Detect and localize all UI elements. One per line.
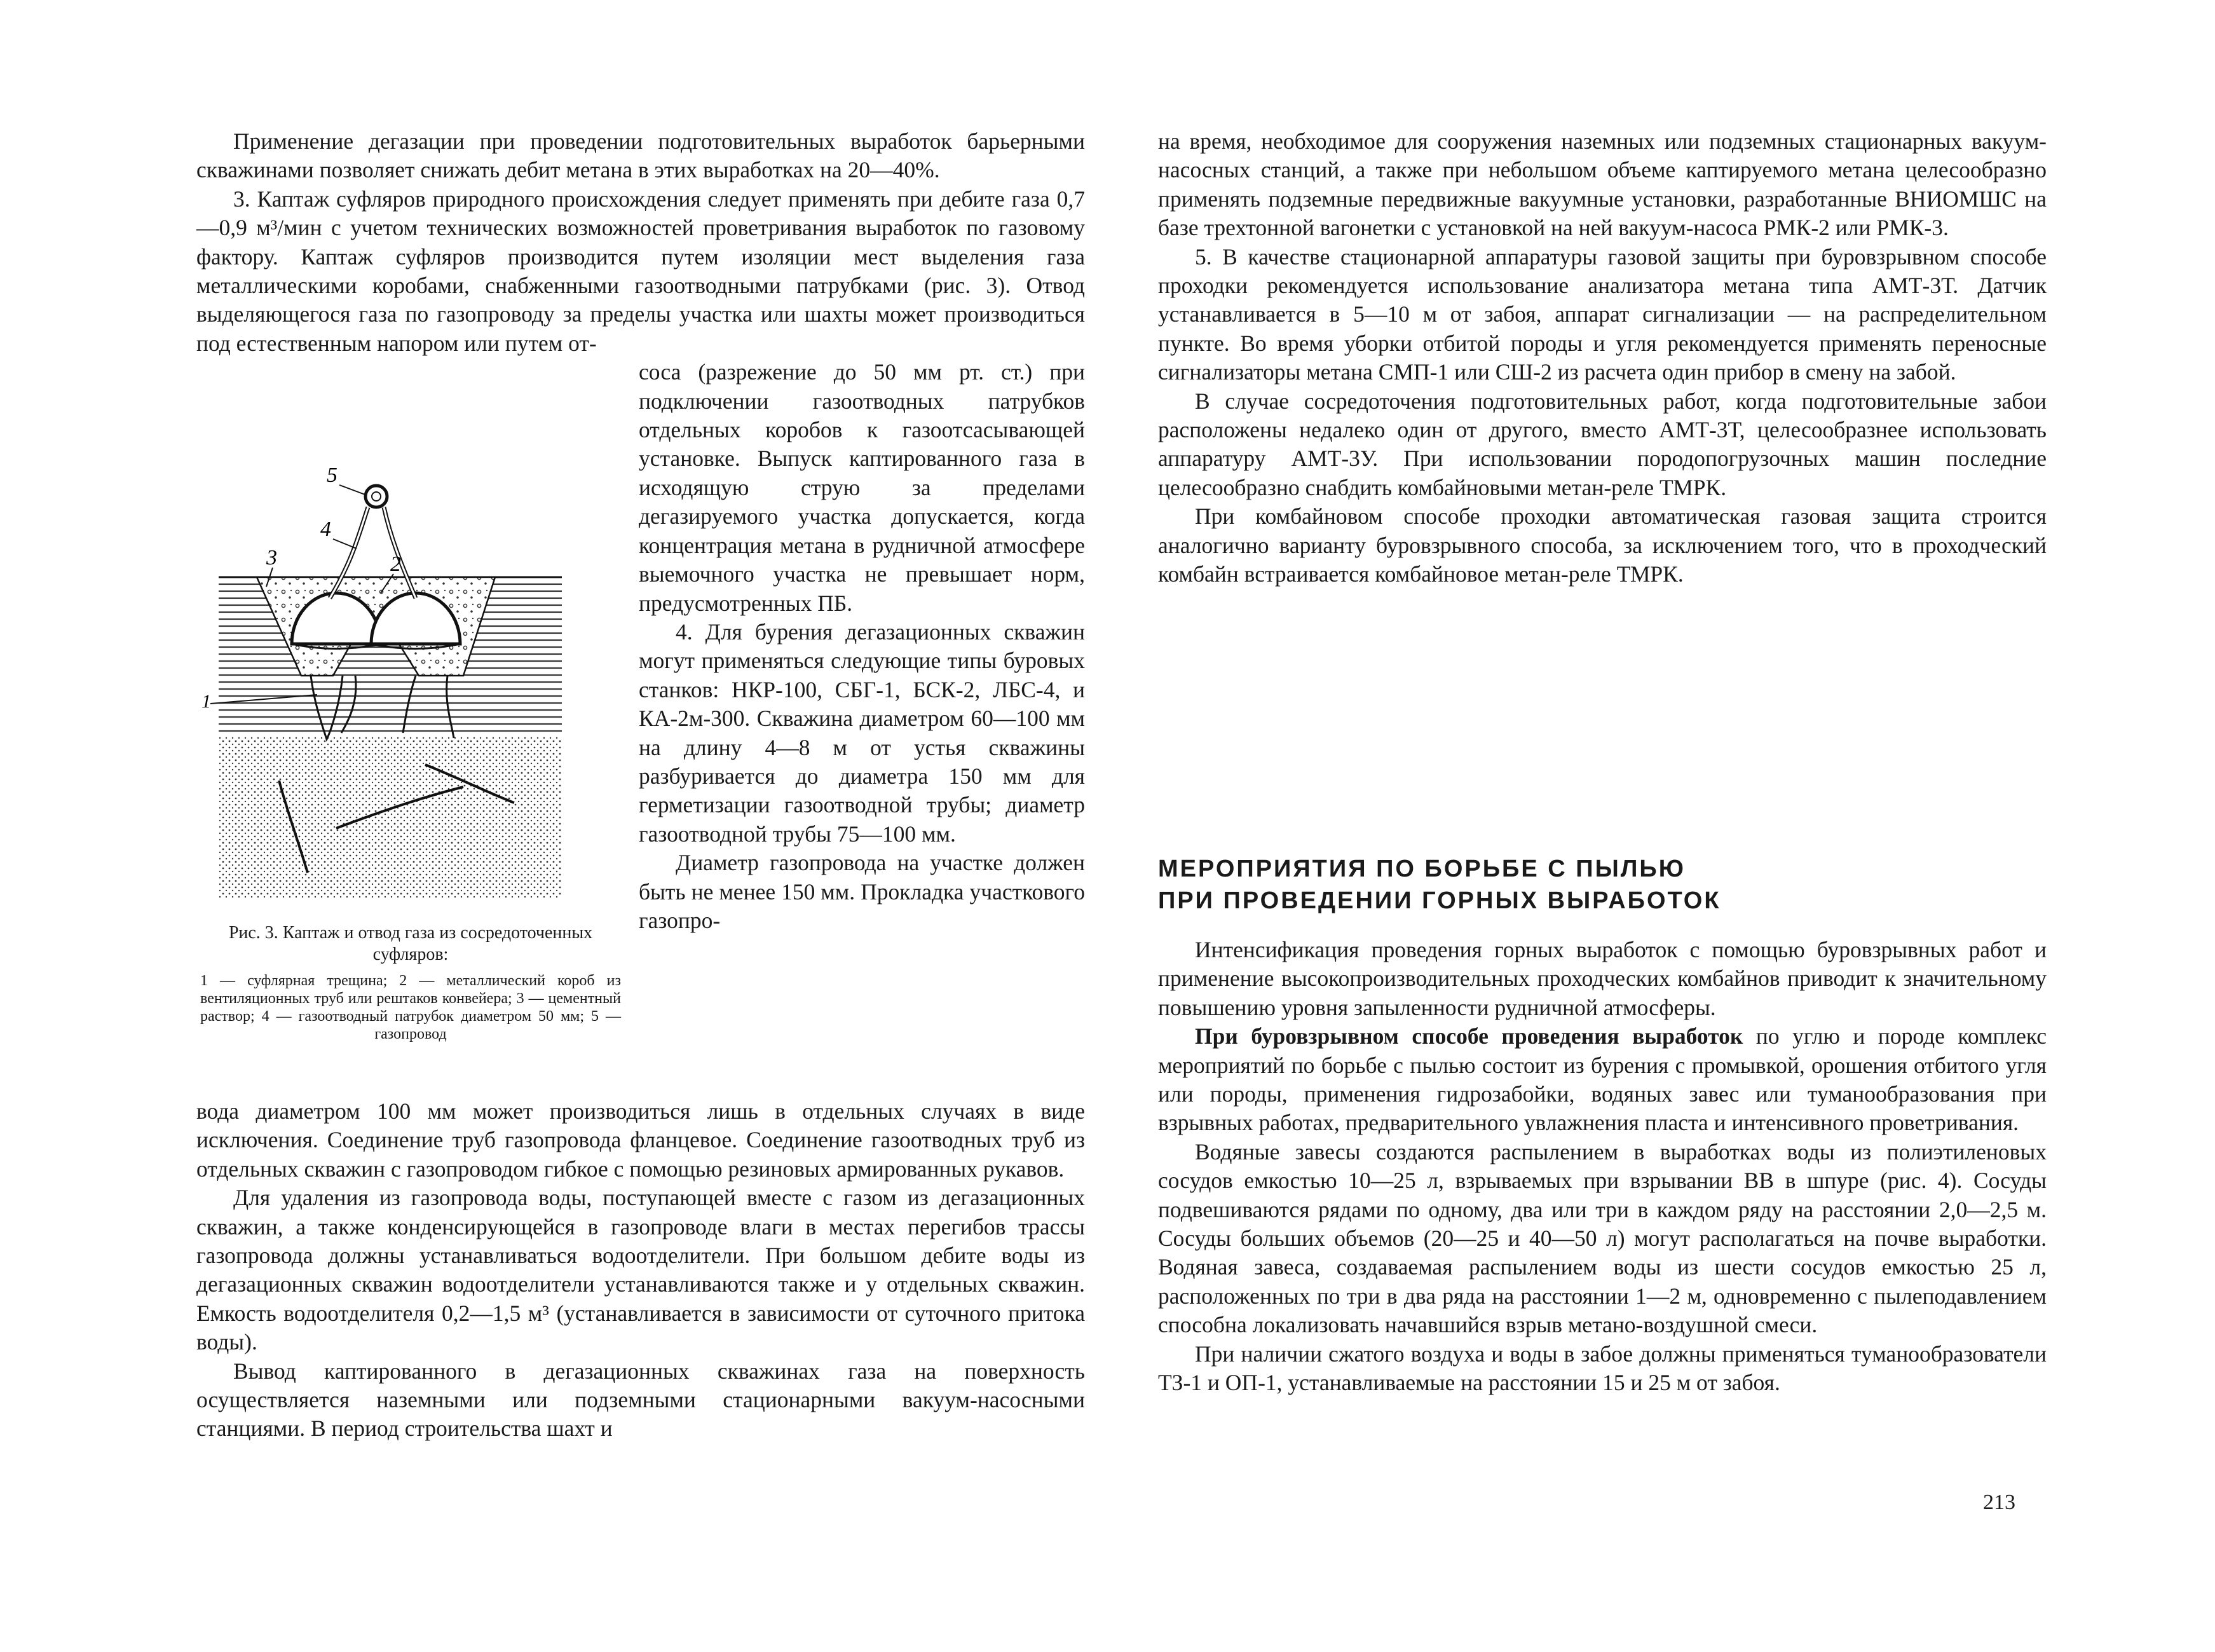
label-4: 4: [320, 517, 331, 541]
page-number: 213: [1983, 1491, 2015, 1514]
figure-3: [196, 434, 625, 1043]
paragraph: 4. Для бурения дегазационных скважин могут применяться следующие типы буровых станков: НКР-100, СБГ-1, БСК-2, ЛБС-4, и КА-2м-300. Скважина диаметром 60—100 мм на длину 4—8 м от устья скважины разбуривается до диаметра 150 мм для герметизации газоотводной трубы; диаметр газоотводной трубы 75—100 мм.: [639, 618, 1085, 847]
paragraph: [1158, 1022, 2047, 1138]
paragraph: соса (разрежение до 50 мм рт. ст.) при подключении газоотводных патрубков отдельных коробов к газоотсасывающей установке. Выпуск каптированного газа в исходящую струю за пределами дегазируемого участка допускается, когда концентрация метана в рудничной атмосфере выемочного участка не превышает норм, предусмотренных ПБ.: [639, 359, 1085, 616]
paragraph: При комбайновом способе проходки автоматическая газовая защита строится аналогично варианту буровзрывного способа, за исключением того, что в проходческий комбайн встраивается комбайновое метан-реле ТМРК.: [1158, 503, 2047, 587]
paragraph: Интенсификация проведения горных выработок с помощью буровзрывных работ и применение высокопроизводительных проходческих комбайнов приводит к значительному повышению уровня запыленности рудничной атмосферы.: [1158, 937, 2047, 1020]
paragraph: В случае сосредоточения подготовительных работ, когда подготовительные забои расположены недалеко один от другого, вместо АМТ-3Т, целесообразнее использовать аппаратуру АМТ-3У. При использовании породопогрузочных машин последние целесообразно снабдить комбайновыми метан-реле ТМРК.: [1158, 388, 2047, 500]
right-column-lower: [1158, 853, 2047, 1398]
label-5: 5: [327, 463, 337, 487]
figure-caption: Рис. 3. Каптаж и отвод газа из сосредоточенных суфляров:: [228, 923, 593, 964]
paragraph: вода диаметром 100 мм может производиться лишь в отдельных случаях в виде исключения. Соединение труб газопровода фланцевое. Соединение газоотводных труб из отдельных скважин с газопроводом гибкое с помощью резиновых армированных рукавов.: [196, 1098, 1085, 1182]
right-column: [1158, 127, 2047, 589]
paragraph: Диаметр газопровода на участке должен быть не менее 150 мм. Прокладка участкового газопро-: [639, 850, 1085, 933]
paragraph: 5. В качестве стационарной аппаратуры газовой защиты при буровзрывном способе проходки рекомендуется использование анализатора метана типа АМТ-3Т. Датчик устанавливается в 5—10 м от забоя, аппарат сигнализации — на распределительном пункте. Во время уборки отбитой породы и угля рекомендуется применять переносные сигнализаторы метана СМП-1 или СШ-2 из расчета один прибор в смену на забой.: [1158, 243, 2047, 385]
label-3: 3: [266, 546, 277, 570]
heading-line: ПРИ ПРОВЕДЕНИИ ГОРНЫХ ВЫРАБОТОК: [1158, 887, 1721, 914]
bold-lead: При буровзрывном способе проведения выработок: [1195, 1023, 1743, 1049]
paragraph-rest: по углю и породе комплекс мероприятий по борьбе с пылью состоит из бурения с промывкой, орошения отбитого угля или породы, применения гидрозабойки, водяных завес или туманообразования при взрывных работах, предварительного увлажнения пласта и интенсивного проветривания.: [1158, 1023, 2047, 1136]
paragraph: Вывод каптированного в дегазационных скважинах газа на поверхность осуществляется наземными или подземными стационарными вакуум-насосными станциями. В период строительства шахт и: [196, 1358, 1085, 1442]
label-1: 1: [201, 691, 211, 712]
heading-line: МЕРОПРИЯТИЯ ПО БОРЬБЕ С ПЫЛЬЮ: [1158, 856, 1686, 882]
paragraph: При наличии сжатого воздуха и воды в забое должны применяться туманообразователи ТЗ-1 и ОП-1, устанавливаемые на расстоянии 15 и 25 м от забоя.: [1158, 1341, 2047, 1396]
soufflard-capture-diagram: [196, 434, 625, 917]
section-heading: [1158, 853, 2047, 917]
paragraph: Применение дегазации при проведении подготовительных выработок барьерными скважинами позволяет снижать дебит метана в этих выработках на 20—40%.: [196, 128, 1085, 183]
paragraph: на время, необходимое для сооружения наземных или подземных стационарных вакуум-насосных станций, а также при небольшом объеме каптируемого метана целесообразно применять подземные передвижные вакуумные установки, разработанные ВНИОМШС на базе трехтонной вагонетки с установкой на ней вакуум-насоса РМК-2 или РМК-3.: [1158, 128, 2047, 241]
paragraph: Водяные завесы создаются распылением в выработках воды из полиэтиленовых сосудов емкостью 10—25 л, взрываемых при взрывании ВВ в шпуре (рис. 4). Сосуды подвешиваются рядами по одному, два или три в каждом ряду на расстоянии 2,0—2,5 м. Сосуды больших объемов (20—25 и 40—50 л) могут располагаться на почве выработки. Водяная завеса, создаваемая распылением воды из шести сосудов емкостью 25 л, расположенных по три в два ряда на расстоянии 1—2 м, одновременно с пылеподавлением способна локализовать начавшийся взрыв метано-воздушной смеси.: [1158, 1138, 2047, 1338]
figure-legend: 1 — суфлярная трещина; 2 — металлический короб из вентиляционных труб или рештаков конвейера; 3 — цементный раствор; 4 — газоотводный патрубок диаметром 50 мм; 5 — газопровод: [200, 973, 621, 1042]
paragraph: 3. Каптаж суфляров природного происхождения следует применять при дебите газа 0,7—0,9 м³/мин с учетом технических возможностей проветривания выработок по газовому фактору. Каптаж суфляров производится путем изоляции мест выделения газа металлическими коробами, снабженными газоотводными патрубками (рис. 3). Отвод выделяющегося газа по газопроводу за пределы участка или шахты может производиться под естественным напором или путем от-: [196, 186, 1085, 356]
paragraph: Для удаления из газопровода воды, поступающей вместе с газом из дегазационных скважин, а также конденсирующейся в газопроводе влаги в местах перегибов трассы газопровода должны устанавливаться водоотделители. При большом дебите воды из дегазационных скважин водоотделители устанавливаются также и у отдельных скважин. Емкость водоотделителя 0,2—1,5 м³ (устанавливается в зависимости от суточного притока воды).: [196, 1185, 1085, 1355]
label-2: 2: [390, 552, 401, 576]
left-column-bottom: [196, 1097, 1085, 1444]
